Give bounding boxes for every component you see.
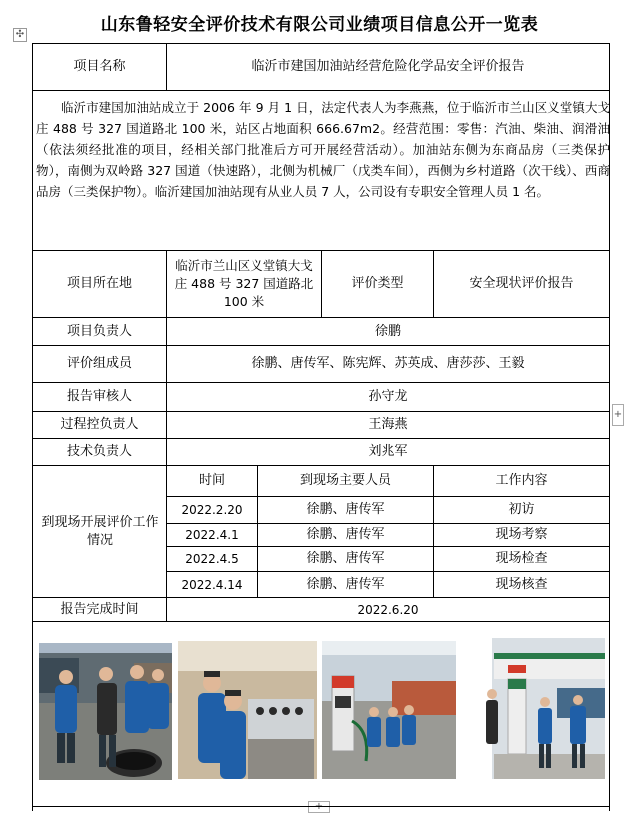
leader-value: 徐鹏	[374, 323, 401, 339]
project-description: 临沂市建国加油站成立于 2006 年 9 月 1 日，法定代表人为李燕燕，位于临沂市兰山区义堂镇大戈庄 488 号 327 国道路北 100 米，站区占地面积 666.67m2。经营范围：零售：汽油、柴油、润滑油（依法须经批准的项目，经相关部门批准后方可开展经营活动）。加油站东侧为东商品房（三类保护物），南侧为双岭路 327 国道（快速路），北侧为机械厂（戊类车间），西侧为乡村道路（次干线）、西商品房（三类保护物）。临沂建国加油站现有从业人员 7 人，公司设有专职安全管理人员 1 名。	[36, 100, 610, 199]
eval-type-value: 安全现状评价报告	[469, 276, 574, 291]
site-row-date: 2022.4.1	[185, 528, 239, 542]
team-value: 徐鹏、唐传军、陈宪辉、苏英成、唐莎莎、王毅	[251, 356, 525, 371]
reviewer-label: 报告审核人	[66, 389, 132, 404]
site-row-work: 现场核查	[495, 576, 548, 592]
photo-frame-left	[32, 622, 33, 811]
site-photo-1	[39, 643, 172, 780]
completion-value: 2022.6.20	[357, 602, 419, 617]
add-column-icon[interactable]: +	[612, 404, 624, 426]
site-photo-3	[322, 641, 456, 779]
site-row-people: 徐鹏、唐传军	[306, 576, 385, 592]
site-header-date: 时间	[198, 473, 225, 488]
row-divider	[32, 90, 610, 91]
site-photo-2	[178, 641, 317, 779]
page-title: 山东鲁轻安全评价技术有限公司业绩项目信息公开一览表	[100, 15, 539, 35]
site-row-people: 徐鹏、唐传军	[306, 502, 385, 517]
team-label: 评价组成员	[66, 356, 132, 371]
add-row-icon[interactable]	[308, 801, 330, 813]
reviewer-value: 孙守龙	[368, 389, 408, 404]
leader-label: 项目负责人	[66, 323, 132, 339]
table-border-bottom	[32, 621, 610, 622]
site-photo-4	[462, 638, 605, 779]
site-visits-label: 到现场开展评价工作情况	[41, 514, 159, 548]
site-header-work: 工作内容	[495, 473, 548, 488]
site-row-people: 徐鹏、唐传军	[306, 551, 385, 566]
photo-frame-right	[609, 622, 610, 811]
site-row-work: 初访	[508, 502, 535, 517]
table-move-handle-icon[interactable]: ✣	[13, 28, 27, 42]
site-row-date: 2022.4.14	[181, 577, 243, 592]
site-row-work: 现场考察	[495, 527, 548, 542]
tech-label: 技术负责人	[66, 444, 132, 459]
tech-value: 刘兆军	[368, 444, 408, 459]
project-name-label: 项目名称	[73, 59, 126, 74]
process-value: 王海燕	[368, 417, 408, 432]
location-label: 项目所在地	[66, 276, 132, 291]
site-row-date: 2022.4.5	[185, 552, 239, 566]
completion-label: 报告完成时间	[60, 601, 139, 617]
location-value: 临沂市兰山区义堂镇大戈庄 488 号 327 国道路北 100 米	[174, 258, 314, 309]
site-row-people: 徐鹏、唐传军	[306, 527, 385, 542]
site-header-people: 到现场主要人员	[299, 473, 391, 488]
eval-type-label: 评价类型	[351, 276, 404, 291]
project-name-value: 临沂市建国加油站经营危险化学品安全评价报告	[251, 59, 525, 74]
photo-frame-bottom	[32, 806, 610, 807]
process-label: 过程控负责人	[60, 417, 139, 432]
site-row-work: 现场检查	[495, 551, 548, 566]
site-row-date: 2022.2.20	[181, 503, 243, 517]
